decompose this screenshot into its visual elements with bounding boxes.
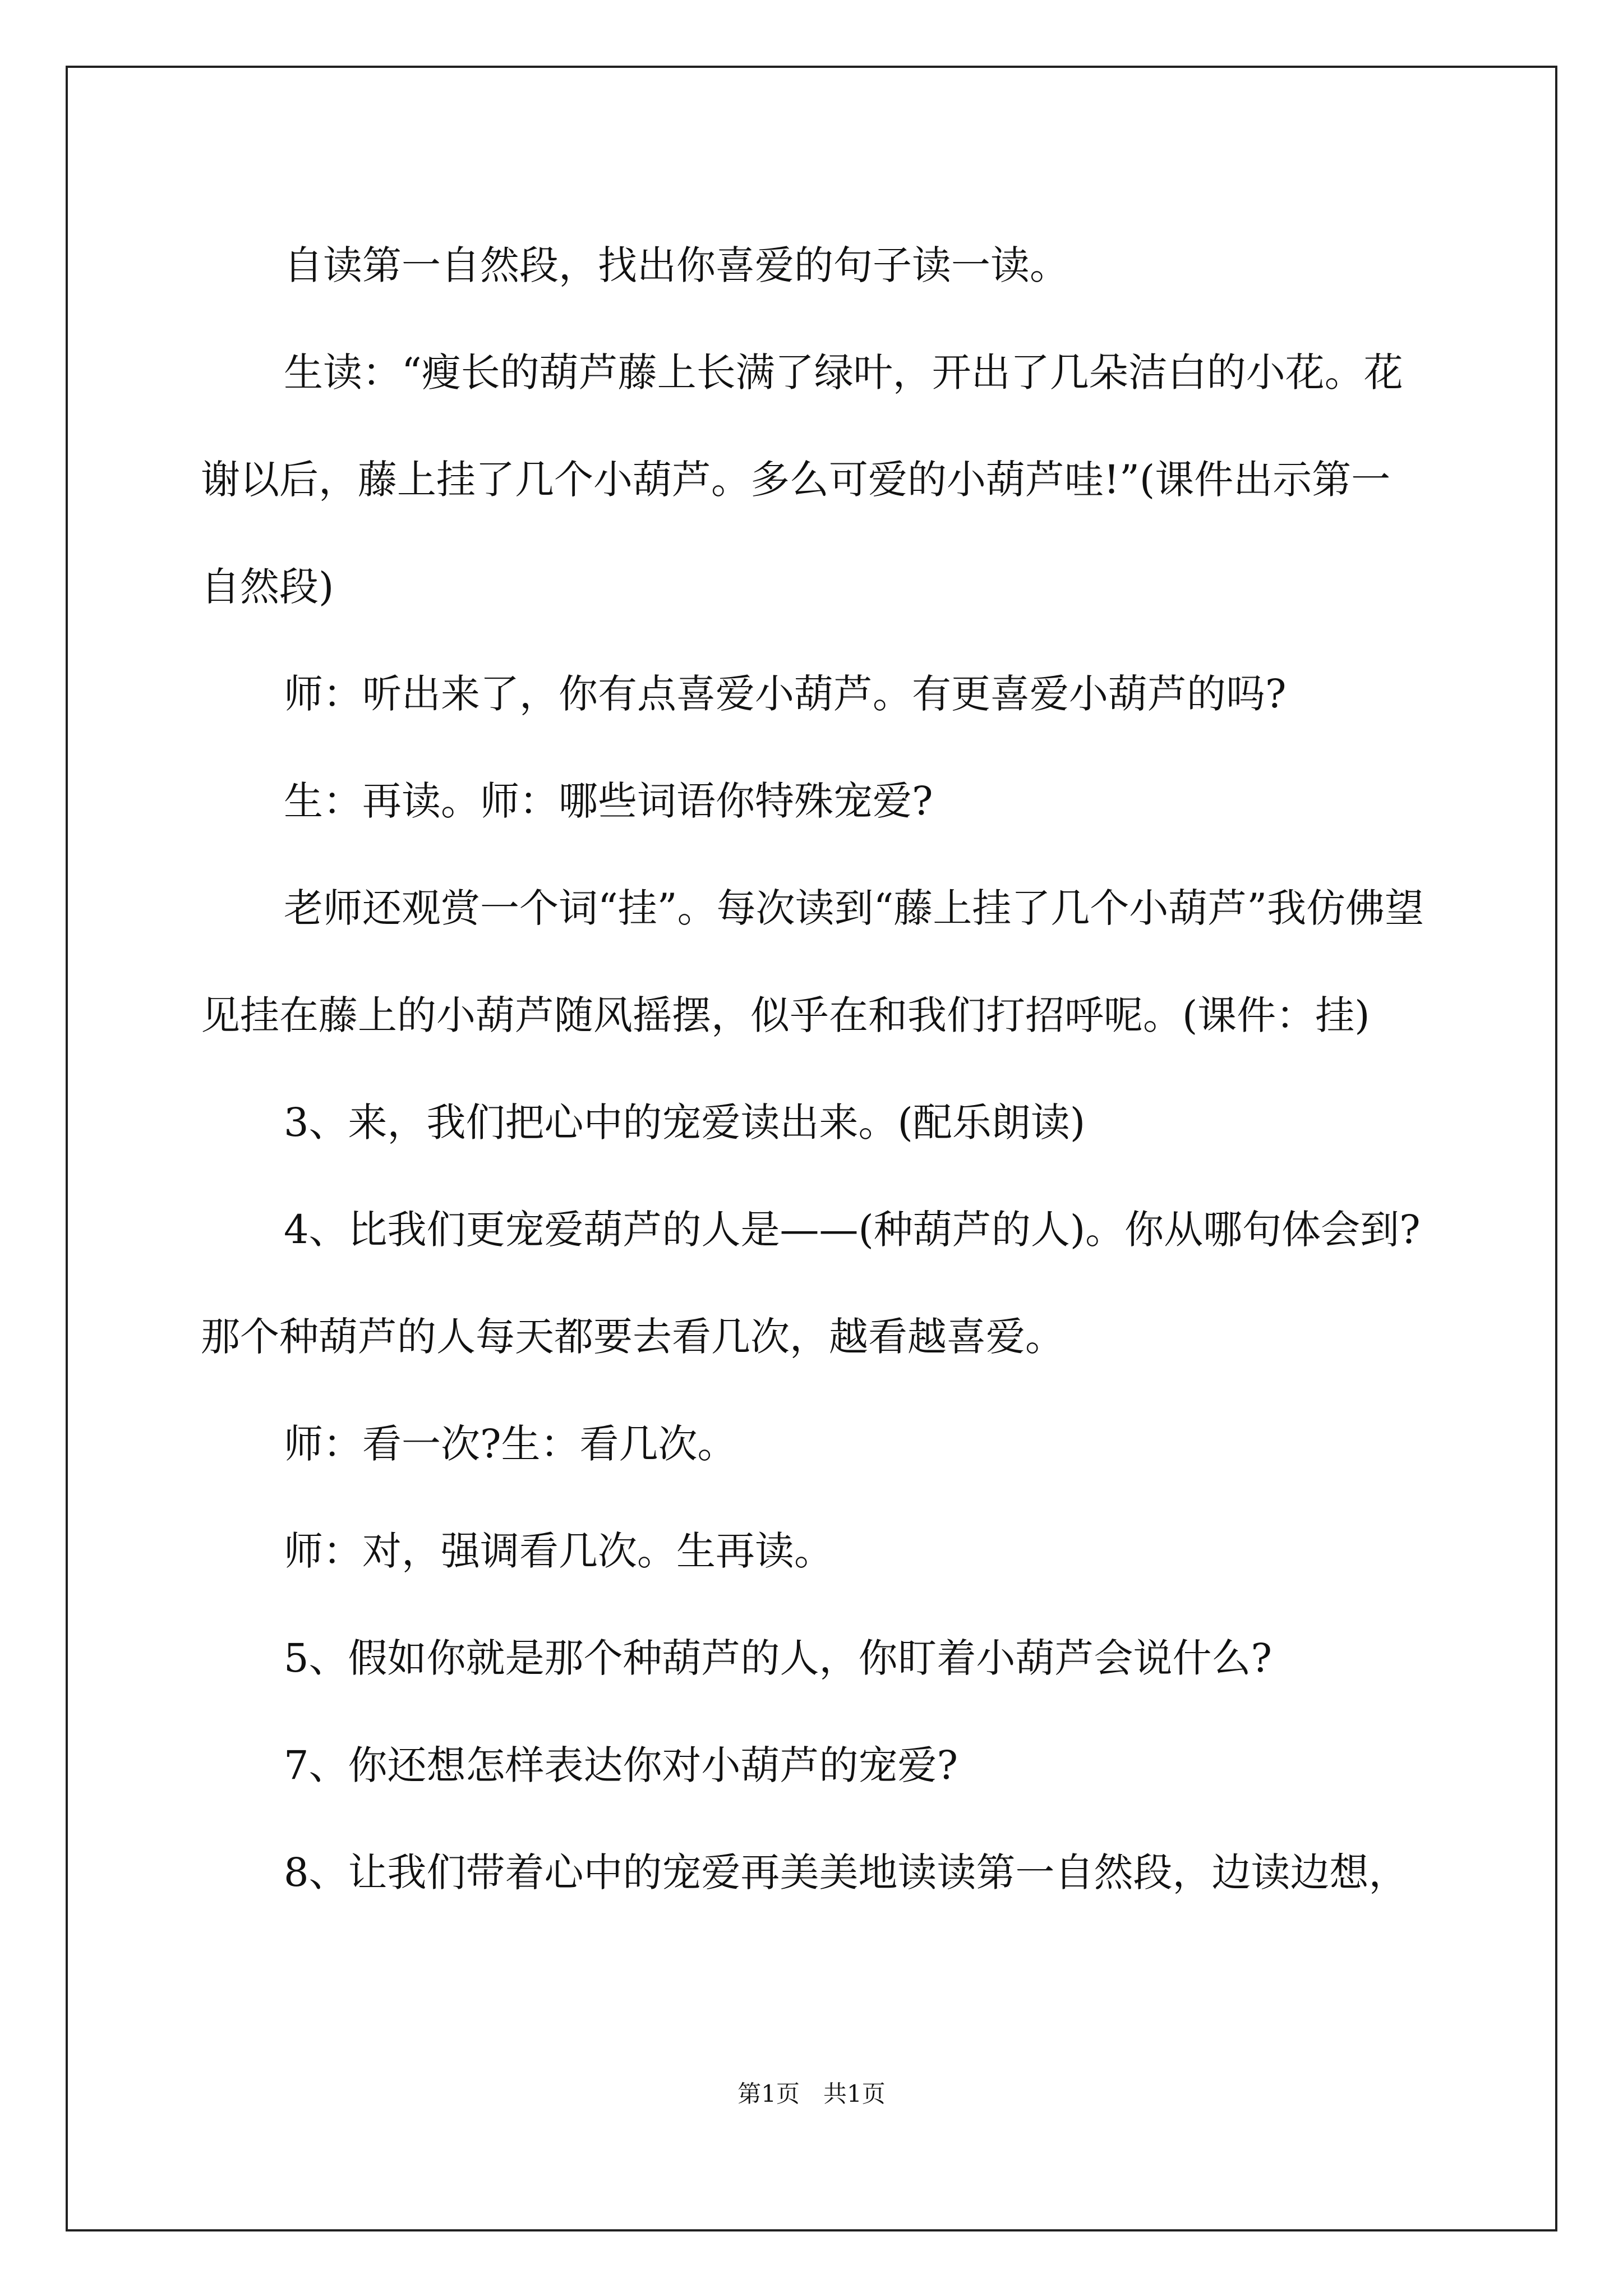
paragraph-11: 7、你还想怎样表达你对小葫芦的宠爱? <box>284 1742 958 1788</box>
paragraph-3: 师：听出来了，你有点喜爱小葫芦。有更喜爱小葫芦的吗? <box>284 671 1287 717</box>
paragraph-2: 生读：“瘦长的葫芦藤上长满了绿叶，开出了几朵洁白的小花。花谢以后，藤上挂了几个小葫芦。多么可爱的小葫芦哇!”(课件出示第一自然段) <box>201 349 1403 610</box>
paragraph-9: 师：对，强调看几次。生再读。 <box>284 1528 833 1574</box>
paragraph-5: 老师还观赏一个词“挂”。每次读到“藤上挂了几个小葫芦”我仿佛望见挂在藤上的小葫芦随风摇摆，似乎在和我们打招呼呢。(课件：挂) <box>201 885 1424 1038</box>
page-footer: 第1页 共1页 <box>737 2080 886 2108</box>
paragraph-7: 4、比我们更宠爱葫芦的人是——(种葫芦的人)。你从哪句体会到?那个种葫芦的人每天都要去看几次，越看越喜爱。 <box>201 1207 1421 1360</box>
paragraph-12: 8、让我们带着心中的宠爱再美美地读读第一自然段，边读边想， <box>284 1849 1408 1895</box>
paragraph-4: 生：再读。师：哪些词语你特殊宠爱? <box>284 778 933 824</box>
paragraph-6: 3、来，我们把心中的宠爱读出来。(配乐朗读) <box>284 1099 1086 1145</box>
paragraph-8: 师：看一次?生：看几次。 <box>284 1421 737 1467</box>
paragraph-10: 5、假如你就是那个种葫芦的人，你盯着小葫芦会说什么? <box>284 1635 1272 1681</box>
paragraph-1: 自读第一自然段，找出你喜爱的句子读一读。 <box>284 242 1069 288</box>
document-body <box>201 212 1426 1926</box>
